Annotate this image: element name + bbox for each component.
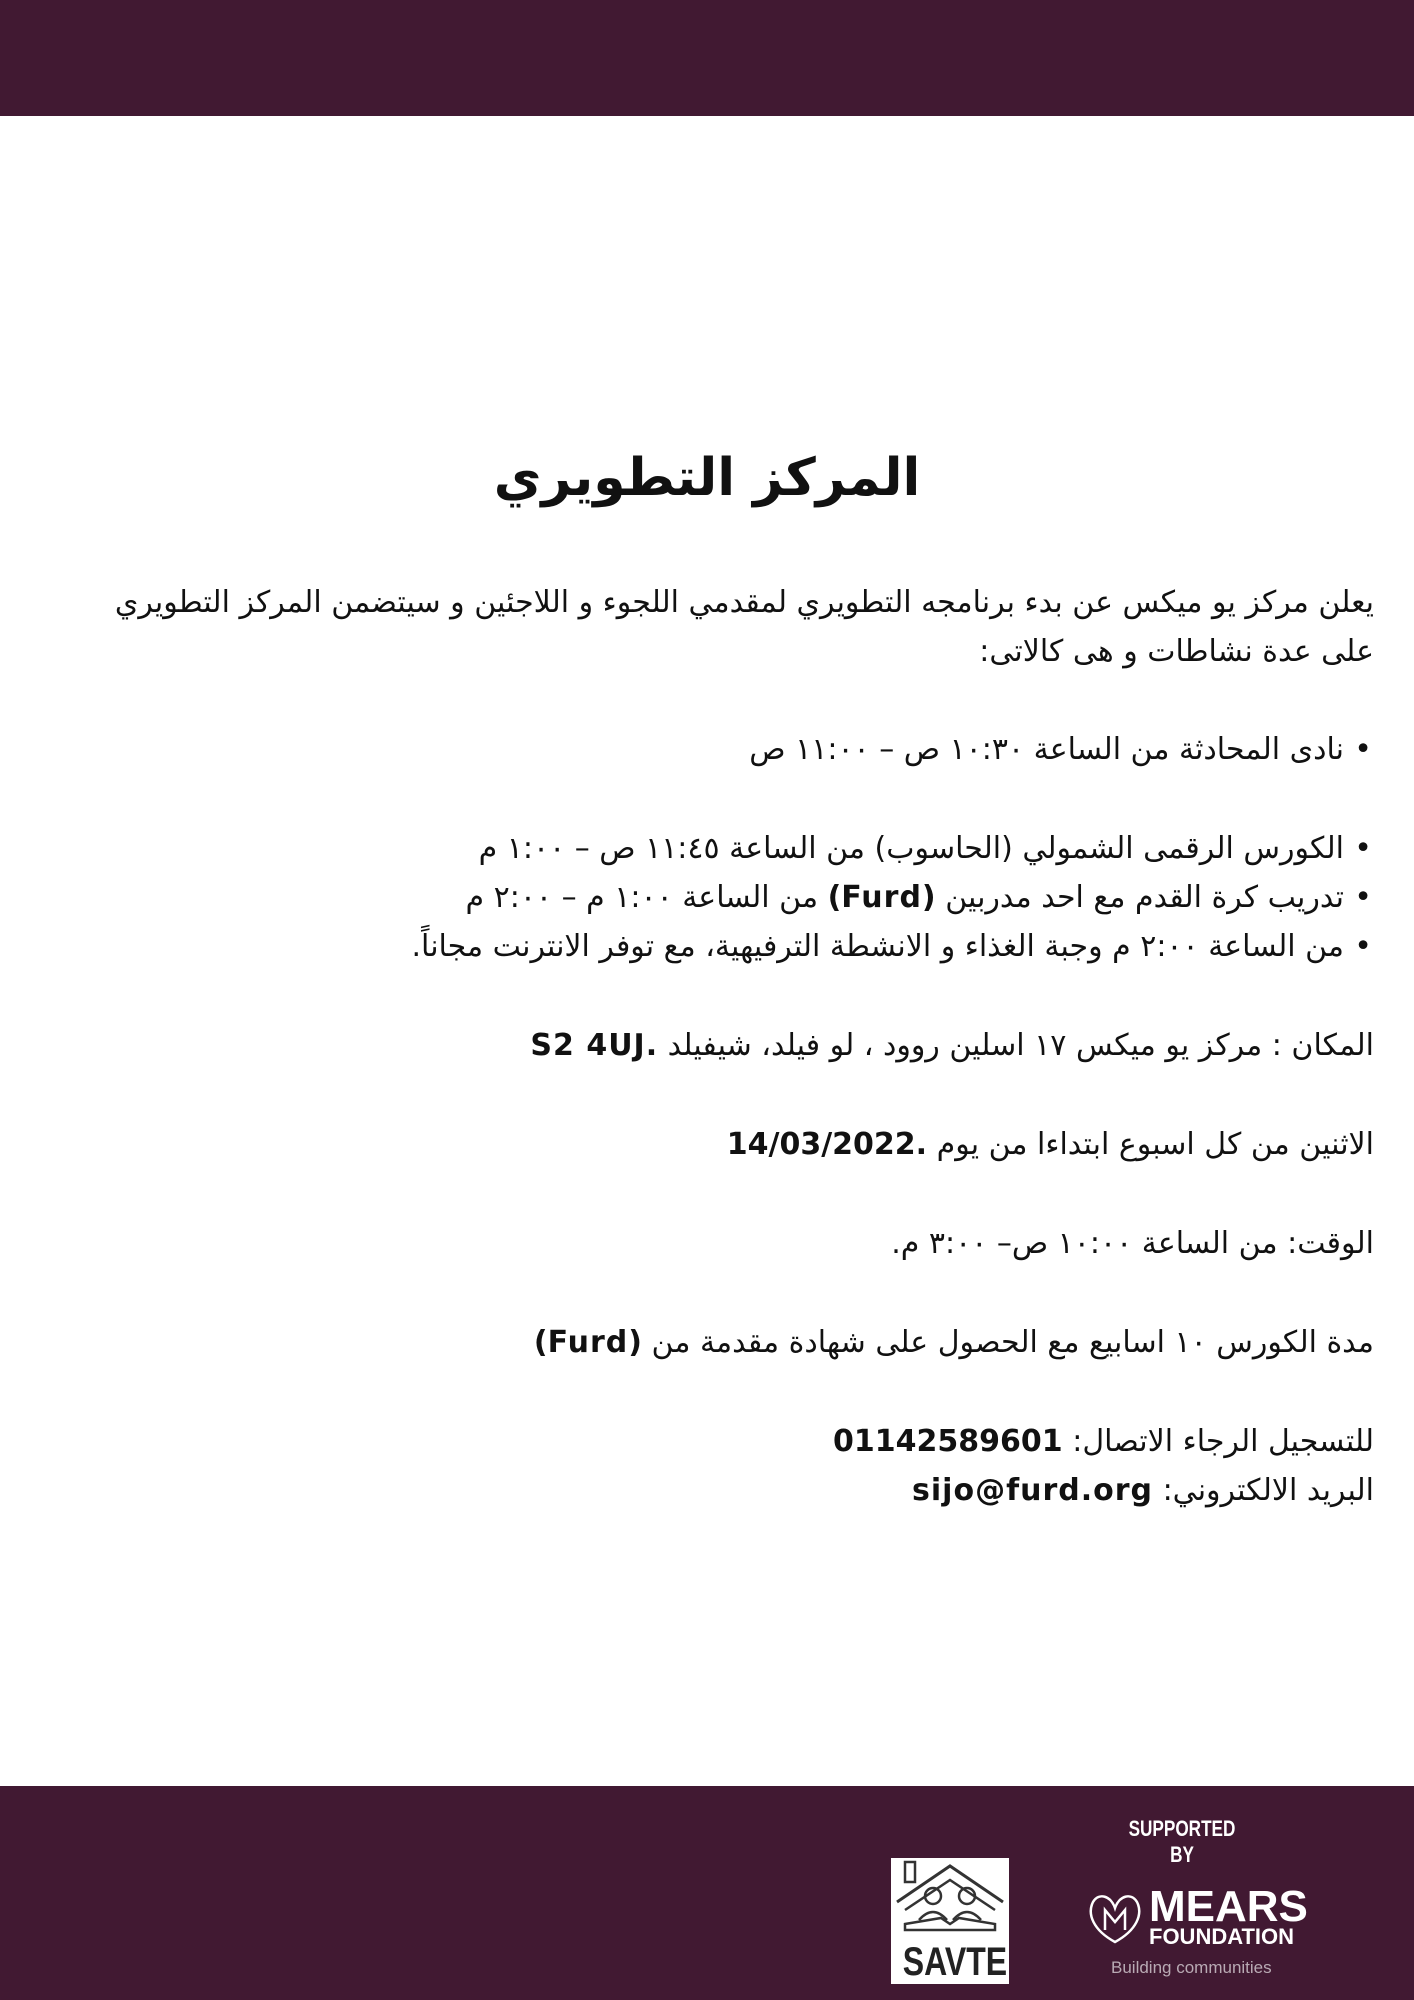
place-line [80, 1021, 1374, 1070]
activity-text: من الساعة ٢:٠٠ م وجبة الغذاء و الانشطة الترفيهية، مع توفر الانترنت مجاناً. [411, 929, 1344, 964]
register-line [80, 1417, 1374, 1466]
place-text: المكان : مركز يو ميكس ١٧ اسلين روود ، لو فيلد، شيفيلد [667, 1028, 1374, 1063]
email-line [80, 1466, 1374, 1515]
page-title: المركز التطويري [493, 448, 921, 508]
supported-by-label: SUPPORTED BY [1128, 1816, 1236, 1867]
furd-org-name: (Furd) [533, 1325, 642, 1360]
mears-tagline: Building communities [1111, 1958, 1272, 1977]
mears-hands-logo-icon [1085, 1890, 1145, 1946]
intro-paragraph: يعلن مركز يو ميكس عن بدء برنامجه التطويري لمقدمي اللجوء و اللاجئين و سيتضمن المركز التطويري على عدة نشاطات و هى كالاتى: [114, 585, 1374, 669]
savte-house-logo-icon [891, 1858, 1009, 1938]
time-line: الوقت: من الساعة ١٠:٠٠ ص– ٣:٠٠ م. [891, 1226, 1374, 1261]
register-label: للتسجيل الرجاء الاتصال: [1072, 1424, 1374, 1459]
activities-list [80, 725, 1374, 971]
day-text: الاثنين من كل اسبوع ابتداءا من يوم [936, 1127, 1374, 1162]
duration-line [80, 1318, 1374, 1367]
activity-item [80, 873, 1374, 922]
header-band [0, 0, 1414, 116]
furd-org-name: (Furd) [827, 880, 936, 915]
activity-text: نادى المحادثة من الساعة ١٠:٣٠ ص – ١١:٠٠ ص [749, 732, 1344, 767]
activity-item [80, 922, 1374, 971]
activity-item [80, 725, 1374, 774]
start-date: 14/03/2022. [726, 1127, 928, 1162]
activity-item [80, 824, 1374, 873]
postcode: S2 4UJ. [530, 1028, 659, 1063]
activity-text: الكورس الرقمى الشمولي (الحاسوب) من الساعة ١١:٤٥ ص – ١:٠٠ م [478, 831, 1344, 866]
duration-text: مدة الكورس ١٠ اسابيع مع الحصول على شهادة مقدمة من [651, 1325, 1374, 1360]
savte-logo [891, 1858, 1009, 1984]
savte-logo-text: SAVTE [902, 1940, 1008, 1984]
email-label: البريد الالكتروني: [1162, 1473, 1374, 1508]
email-address[interactable]: sijo@furd.org [912, 1473, 1154, 1508]
activity-text: من الساعة ١:٠٠ م – ٢:٠٠ م [465, 880, 819, 915]
start-date-line [80, 1120, 1374, 1169]
mears-subtitle: FOUNDATION [1149, 1924, 1295, 1949]
mears-name: MEARS [1149, 1882, 1308, 1931]
announcement-body [80, 578, 1374, 1515]
activity-text: تدريب كرة القدم مع احد مدربين [945, 880, 1344, 915]
mears-foundation-logo [1085, 1884, 1325, 1984]
phone-number[interactable]: 01142589601 [833, 1424, 1063, 1459]
